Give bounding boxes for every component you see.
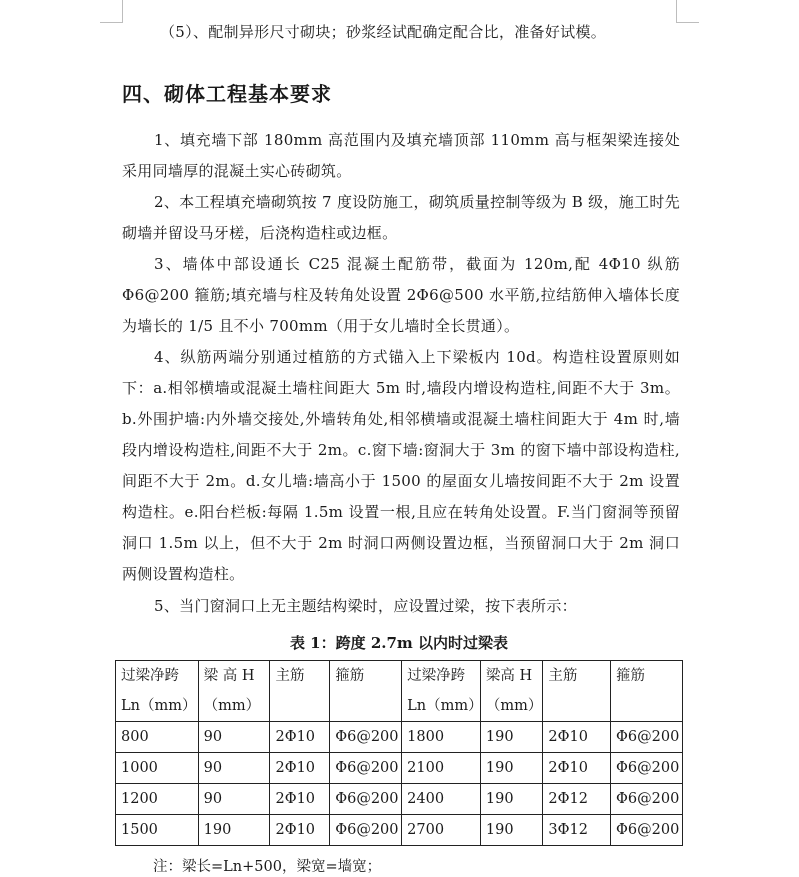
paragraph-4: 4、纵筋两端分别通过植筋的方式锚入上下梁板内 10d。构造柱设置原则如下：a.相邻横墙或混凝土墙柱间距大 5m 时,墙段内增设构造柱,间距不大于 3m。b.外围护墙:内外墙交接处,外墙转角处,相邻横墙或混凝土墙柱间距大于 4m 时,墙段内增设构造柱,间距不大于 2m。c.窗下墙:窗洞大于 3m 的窗下墙中部设构造柱,间距不大于 2m。d.女儿墙:墙高小于 1500 的屋面女儿墙按间距不大于 2m 设置构造柱。e.阳台栏板:每隔 1.5m 设置一根,且应在转角处设置。F.当门窗洞等预留洞口 1.5m 以上，但不大于 2m 时洞口两侧设置边框，当预留洞口大于 2m 洞口两侧设置构造柱。 — [122, 348, 680, 583]
table-cell: 90 — [198, 784, 270, 815]
header-stirrup-2: 箍筋 — [611, 661, 683, 722]
table-cell: 90 — [198, 753, 270, 784]
page-margin-mark-left — [100, 0, 123, 23]
table-cell: 2400 — [402, 784, 481, 815]
table-row — [116, 784, 683, 815]
header-main-rebar: 主筋 — [270, 661, 330, 722]
table-cell: Φ6@200 — [330, 784, 402, 815]
header-span-ln-2: 过梁净跨 Ln（mm） — [402, 661, 481, 722]
table-cell: Φ6@200 — [330, 753, 402, 784]
header-span-ln: 过梁净跨 Ln（mm） — [116, 661, 199, 722]
table-cell: 2100 — [402, 753, 481, 784]
table-cell: 1500 — [116, 815, 199, 846]
table-cell: Φ6@200 — [330, 815, 402, 846]
table-cell: 1000 — [116, 753, 199, 784]
header-main-rebar-2: 主筋 — [543, 661, 611, 722]
paragraph-3: 3、墙体中部设通长 C25 混凝土配筋带，截面为 120m,配 4Φ10 纵筋Φ6@200 箍筋;填充墙与柱及转角处设置 2Φ6@500 水平筋,拉结筋伸入墙体长度为墙长的 1/5 且不小 700mm（用于女儿墙时全长贯通）。 — [122, 255, 680, 335]
lintel-table — [115, 660, 683, 846]
paragraph-1: 1、填充墙下部 180mm 高范围内及填充墙顶部 110mm 高与框架梁连接处采用同墙厚的混凝土实心砖砌筑。 — [122, 131, 680, 180]
table-cell: 2Φ10 — [543, 753, 611, 784]
table-cell: 800 — [116, 722, 199, 753]
header-stirrup: 箍筋 — [330, 661, 402, 722]
paragraph-2: 2、本工程填充墙砌筑按 7 度设防施工，砌筑质量控制等级为 B 级，施工时先砌墙并留设马牙槎，后浇构造柱或边框。 — [122, 193, 680, 242]
table-cell: 190 — [480, 753, 543, 784]
table-header-row — [116, 661, 683, 722]
table-cell: Φ6@200 — [611, 722, 683, 753]
table-caption: 表 1：跨度 2.7m 以内时过梁表 — [289, 634, 509, 652]
text-line-top: （5）、配制异形尺寸砌块；砂浆经试配确定配合比，准备好试模。 — [160, 23, 607, 41]
table-cell: 190 — [198, 815, 270, 846]
table-note: 注：梁长=Ln+500，梁宽=墙宽； — [153, 859, 382, 875]
table-cell: Φ6@200 — [611, 815, 683, 846]
table-row — [116, 753, 683, 784]
table-cell: 190 — [480, 784, 543, 815]
table-cell: 90 — [198, 722, 270, 753]
table-cell: 2Φ10 — [543, 722, 611, 753]
table-cell: Φ6@200 — [330, 722, 402, 753]
table-row — [116, 722, 683, 753]
table-cell: 2Φ10 — [270, 753, 330, 784]
table-row — [116, 815, 683, 846]
table-cell: 2700 — [402, 815, 481, 846]
table-cell: 2Φ10 — [270, 722, 330, 753]
table-cell: 2Φ10 — [270, 815, 330, 846]
table-cell: Φ6@200 — [611, 753, 683, 784]
table-cell: 1200 — [116, 784, 199, 815]
table-cell: 2Φ12 — [543, 784, 611, 815]
table-cell: 190 — [480, 815, 543, 846]
table-cell: 190 — [480, 722, 543, 753]
table-cell: 2Φ10 — [270, 784, 330, 815]
header-beam-height-2: 梁高 H （mm） — [480, 661, 543, 722]
section-heading: 四、砌体工程基本要求 — [122, 82, 332, 106]
table-cell: 1800 — [402, 722, 481, 753]
table-cell: 3Φ12 — [543, 815, 611, 846]
header-beam-height: 梁 高 H （mm） — [198, 661, 270, 722]
paragraph-5: 5、当门窗洞口上无主题结构梁时，应设置过梁，按下表所示： — [154, 597, 577, 615]
table-cell: Φ6@200 — [611, 784, 683, 815]
